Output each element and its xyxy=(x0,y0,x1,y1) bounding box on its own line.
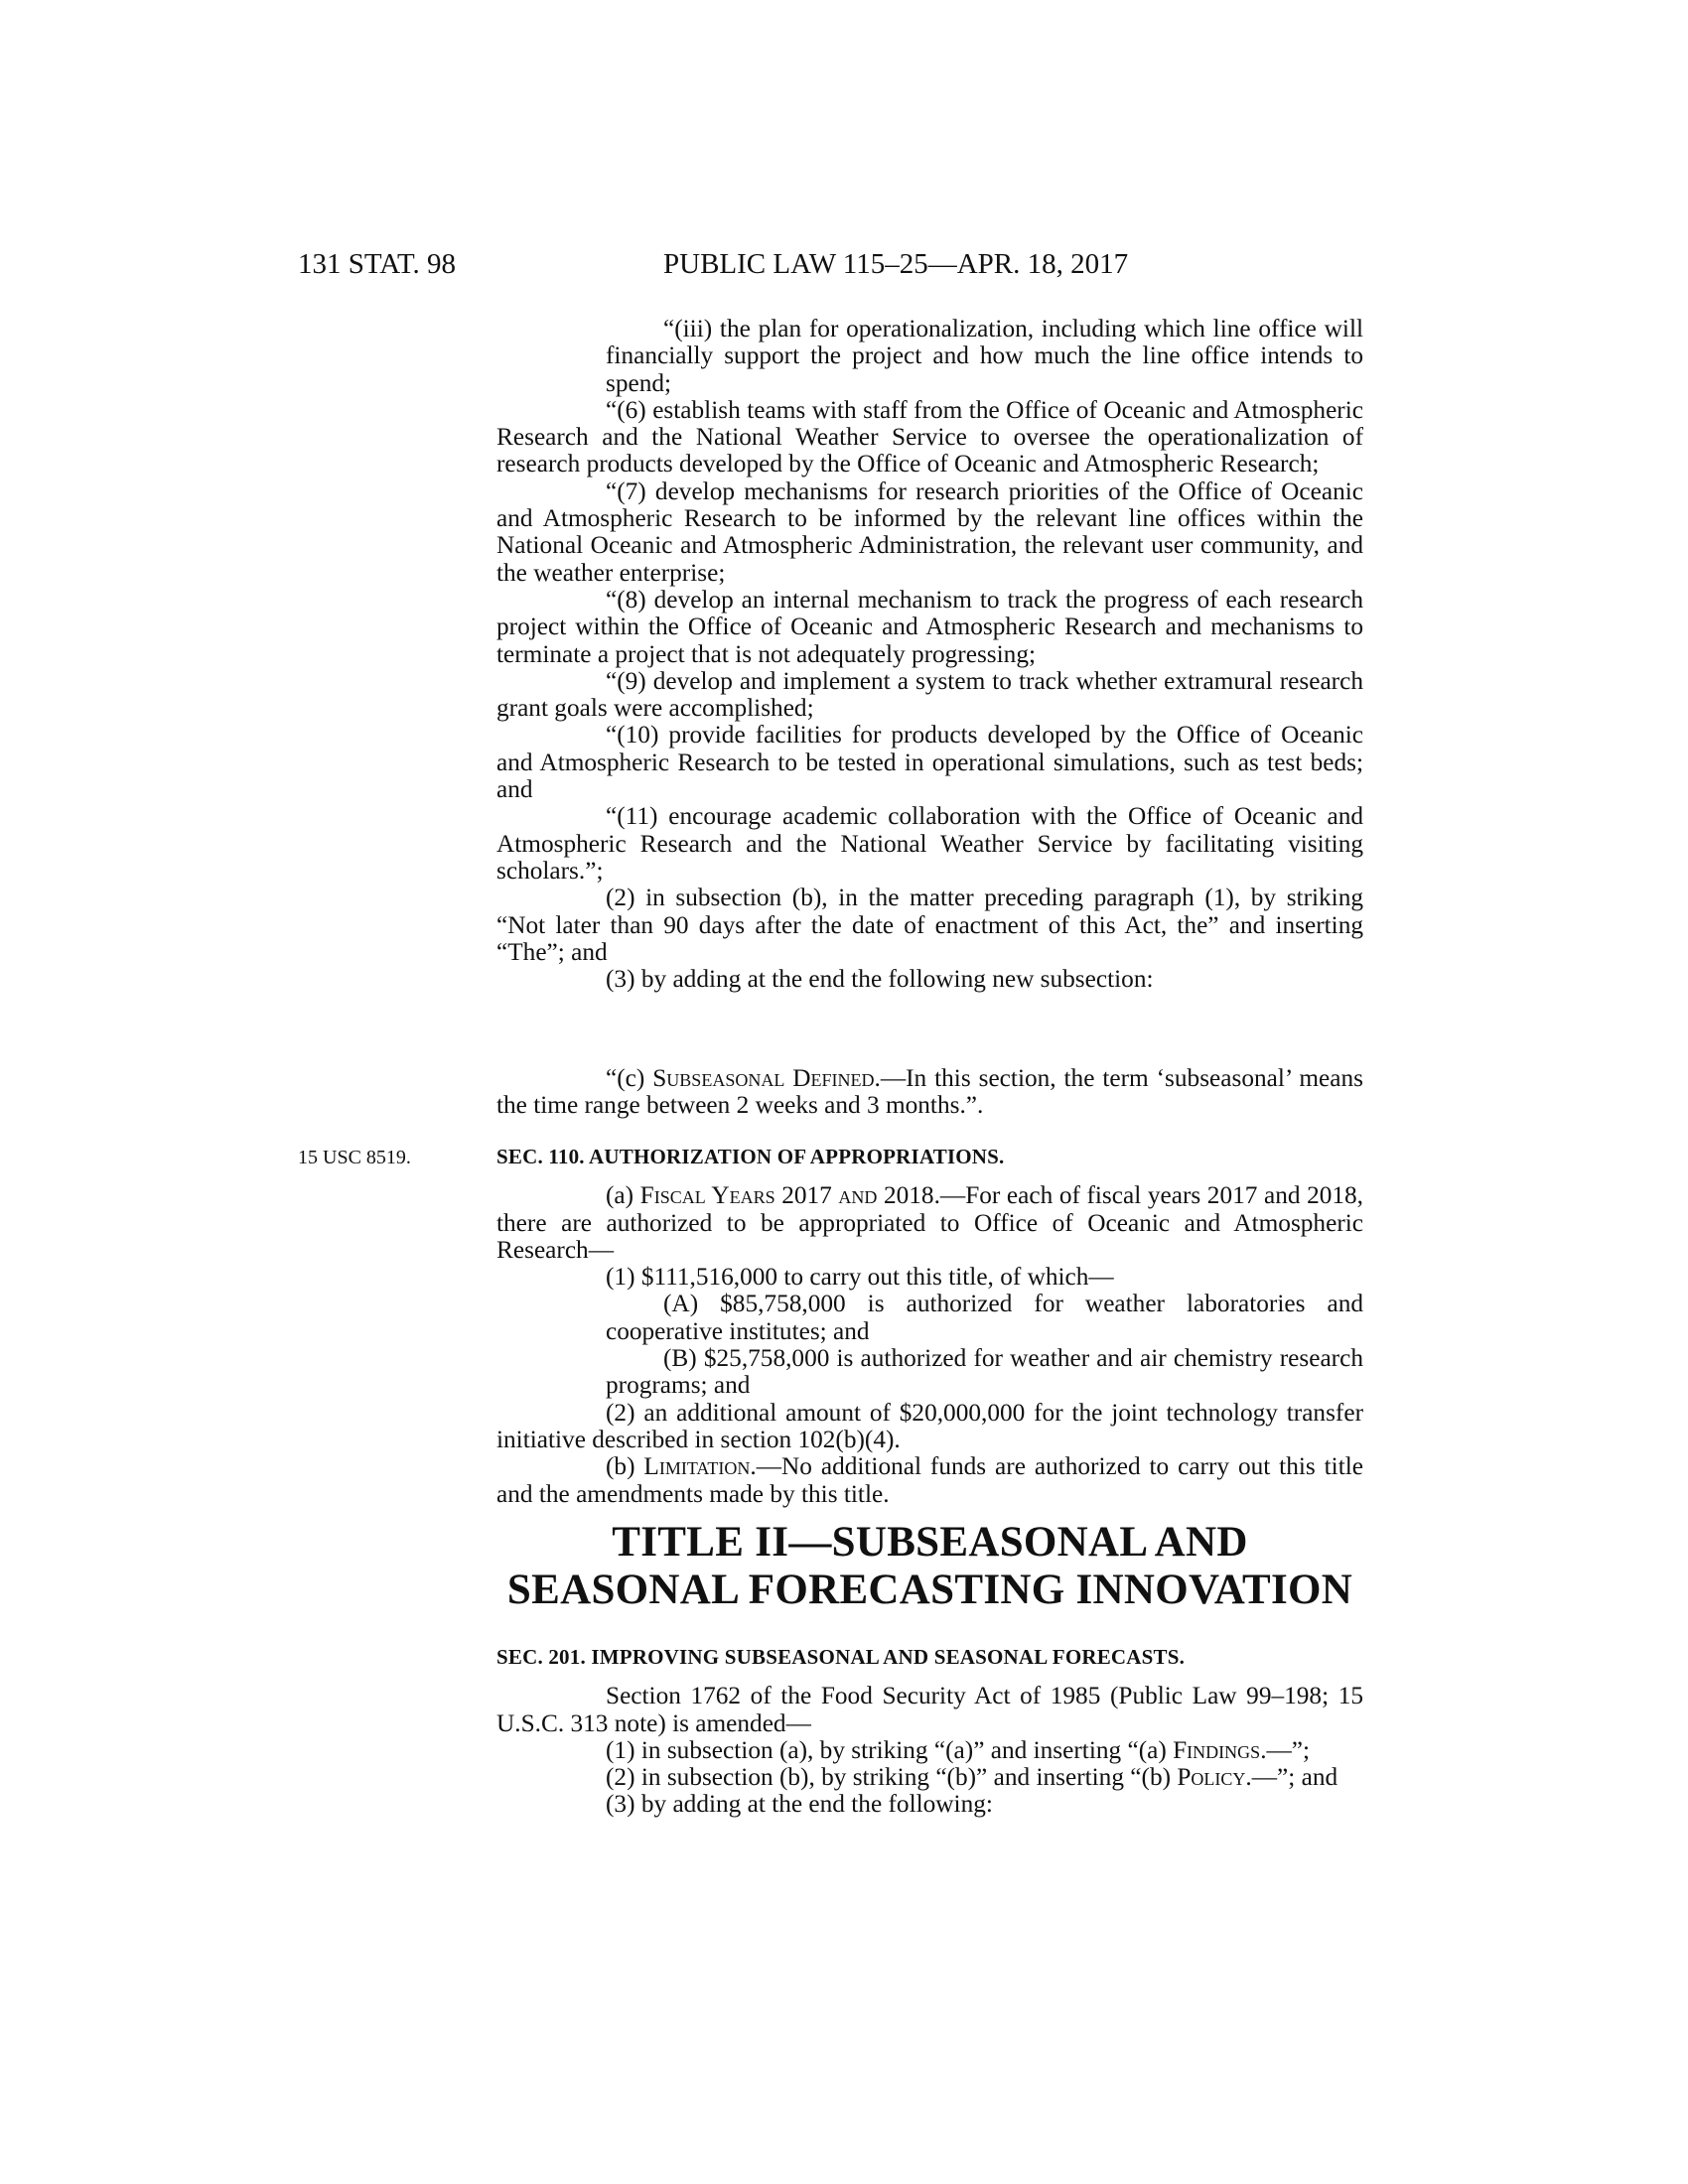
paragraph: (B) $25,758,000 is authorized for weather and air chemistry research programs; and xyxy=(606,1344,1363,1400)
paragraph: “(11) encourage academic collaboration with the Office of Oceanic and Atmospheric Research and the National Weather Service by facilitating visiting scholars.”; xyxy=(496,802,1363,885)
section-201 xyxy=(496,1644,1363,1819)
subseasonal-defined-heading: Subseasonal Defined xyxy=(652,1064,875,1092)
paragraph: “(9) develop and implement a system to track whether extramural research grant goals were accomplished; xyxy=(496,666,1363,723)
amendment-text-block xyxy=(496,316,1363,993)
subseasonal-defined-block xyxy=(496,1065,1363,1120)
title-line-1: TITLE II—SUBSEASONAL AND xyxy=(612,1519,1248,1566)
paragraph: (3) by adding at the end the following new subsection: xyxy=(606,965,1154,994)
paragraph: (2) in subsection (b), in the matter preceding paragraph (1), by striking “Not later than 90 days after the date of enactment of this Act, the” and inserting “The”; and xyxy=(496,884,1363,966)
subseasonal-defined-paragraph: “(c) Subseasonal Defined.—In this section, the term ‘subseasonal’ means the time range between 2 weeks and 3 months.”. xyxy=(496,1064,1363,1120)
paragraph: (A) $85,758,000 is authorized for weather laboratories and cooperative institutes; and xyxy=(606,1290,1363,1345)
paragraph: “(8) develop an internal mechanism to track the progress of each research project within the Office of Oceanic and Atmospheric Research and mechanisms to terminate a project that is not adequately progressing; xyxy=(496,585,1363,668)
title-heading xyxy=(496,1519,1363,1614)
section-110-heading: SEC. 110. AUTHORIZATION OF APPROPRIATIONS. xyxy=(496,1145,1005,1168)
paragraph: “(7) develop mechanisms for research priorities of the Office of Oceanic and Atmospheric Research to be informed by the relevant line offices within the National Oceanic and Atmospheric Administration, the relevant user community, and the weather enterprise; xyxy=(496,477,1363,587)
paragraph: (1) $111,516,000 to carry out this title, of which— xyxy=(606,1263,1114,1292)
section-201-item-1: (1) in subsection (a), by striking “(a)” and inserting “(a) Findings.—”; xyxy=(606,1735,1311,1764)
public-law-header: PUBLIC LAW 115–25—APR. 18, 2017 xyxy=(663,248,1129,280)
paragraph: “(6) establish teams with staff from the Office of Oceanic and Atmospheric Research and the National Weather Service to oversee the operationalization of research products developed by the Office of Oceanic and Atmospheric Research; xyxy=(496,395,1363,478)
section-110 xyxy=(496,1144,1363,1508)
section-110-subsection-b: (b) Limitation.—No additional funds are authorized to carry out this title and the amendments made by this title. xyxy=(496,1452,1363,1508)
margin-citation: 15 USC 8519. xyxy=(298,1147,411,1168)
paragraph: “(10) provide facilities for products developed by the Office of Oceanic and Atmospheric Research to be tested in operational simulations, such as test beds; and xyxy=(496,721,1363,804)
section-201-item-3: (3) by adding at the end the following: xyxy=(606,1790,993,1819)
statute-page-number: 131 STAT. 98 xyxy=(298,248,457,280)
title-line-2: SEASONAL FORECASTING INNOVATION xyxy=(506,1567,1353,1613)
paragraph: “(iii) the plan for operationalization, including which line office will financially support the project and how much the line office intends to spend; xyxy=(606,315,1363,397)
section-110-subsection-a: (a) Fiscal Years 2017 and 2018.—For each of fiscal years 2017 and 2018, there are authorized to be appropriated to Office of Oceanic and Atmospheric Research— xyxy=(496,1181,1363,1264)
section-201-item-2: (2) in subsection (b), by striking “(b)” and inserting “(b) Policy.—”; and xyxy=(606,1763,1338,1792)
section-110-items xyxy=(496,1264,1363,1453)
paragraph: (2) an additional amount of $20,000,000 for the joint technology transfer initiative described in section 102(b)(4). xyxy=(496,1398,1363,1453)
section-201-heading: SEC. 201. IMPROVING SUBSEASONAL AND SEASONAL FORECASTS. xyxy=(496,1645,1186,1669)
section-201-intro: Section 1762 of the Food Security Act of 1985 (Public Law 99–198; 15 U.S.C. 313 note) is amended— xyxy=(496,1682,1363,1737)
